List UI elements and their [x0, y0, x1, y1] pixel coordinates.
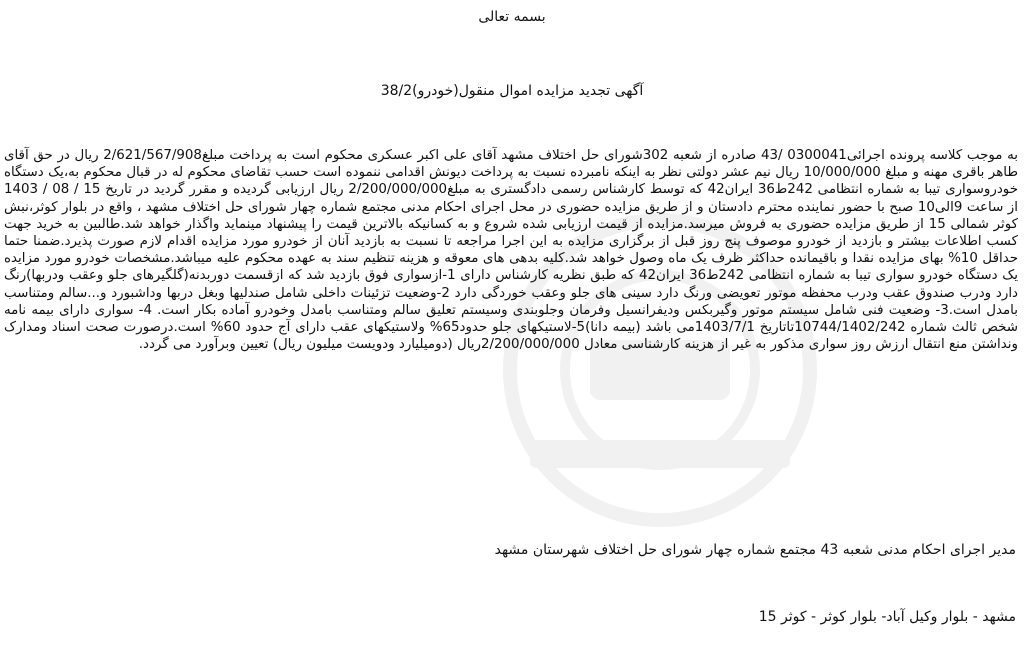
notice-body: به موجب کلاسه پرونده اجرائی0300041 /43 صادره از شعبه 302شورای حل اختلاف مشهد آقای علی اکبر عسکری محکوم است به پرداخت مبلغ2/621/567/908 ریال در حق آقای طاهر باقری مهنه و مبلغ 10/000/000 ریال نیم عشر دولتی نظر به اینکه نامبرده نسبت به پرداخت دیونش اقدامی ننموده است حسب تقاضای محکوم له در قبال محکوم به،یک دستگاه خودروسواری تیبا به شماره انتظامی 242ط36 ایران42 که توسط کارشناس رسمی دادگستری به مبلغ2/200/000/000 ریال ارزیابی گردیده و مقرر گردید در تاریخ 15 / 08 / 1403 از ساعت 9الی10 صبح با حضور نماینده محترم دادستان و از طریق مزایده حضوری در محل اجرای احکام مدنی مجتمع شماره چهار شورای حل اختلاف مشهد ، واقع در بلوار کوثر،نبش کوثر شمالی 15 از طریق مزایده حضوری به فروش میرسد.مزایده از قیمت ارزیابی شده شروع و به کسانیکه بالاترین قیمت را پیشنهاد مینماید واگذار خواهد شد.طالبین به خرید جهت کسب اطلاعات بیشتر و بازدید از خودرو موصوف پنج روز قبل از برگزاری مزایده به این اجرا مراجعه تا نسبت به بازدید آنان از خودرو مورد مزایده اقدام لازم صورت پذیرد.ضمنا حتما حداقل 10% بهای مزایده نقدا و باقیمانده حداکثر ظرف یک ماه وصول خواهد شد.کلیه بدهی های معوقه و هزینه تنظیم سند به عهده محکوم علیه میباشد.مشخصات خودرو مورد مزایده یک دستگاه خودرو سواری تیبا به شماره انتظامی 242ط36 ایران42 که طبق نظریه کارشناس دارای 1-ازسواری فوق بازدید شد که ازقسمت دوربدنه(گلگیرهای جلو وعقب ودربها)رنگ دارد ودرب صندوق عقب ودرب محفظه موتور تعویضی ورنگ دارد سینی های جلو وعقب خوردگی دارد 2-وضعیت تزئینات داخلی شامل صندلیها وبغل دربها وداشبورد و...سالم ومتناسب بامدل است.3- وضعیت فنی شامل سیستم موتور وگیربکس ودیفرانسیل وفرمان وجلوبندی وسیستم تعلیق سالم ومتناسب بامدل وخودرو آماده بکار است. 4- سواری دارای بیمه نامه شخص ثالث شماره 10744/1402/242تاتاریخ 1403/7/1می باشد (بیمه دانا)5-لاستیکهای جلو حدود65% ولاستیکهای عقب دارای آج حدود 60% است.درصورت صحت اسناد ومدارک ونداشتن منع انتقال ارزش روز سواری مذکور به غیر از هزینه کارشناسی معادل 2/200/000/000ریال (دومیلیارد ودویست میلیون ریال) تعیین وبرآورد می گردد. — [4, 148, 1019, 353]
signature-line: مدیر اجرای احکام مدنی شعبه 43 مجتمع شماره چهار شورای حل اختلاف شهرستان مشهد — [494, 542, 1016, 558]
basmala-heading: بسمه تعالی — [478, 9, 546, 25]
address-line: مشهد - بلوار وکیل آباد- بلوار کوثر - کوثر 15 — [758, 609, 1016, 625]
notice-title: آگهی تجدید مزایده اموال منقول(خودرو)38/2 — [380, 83, 644, 99]
